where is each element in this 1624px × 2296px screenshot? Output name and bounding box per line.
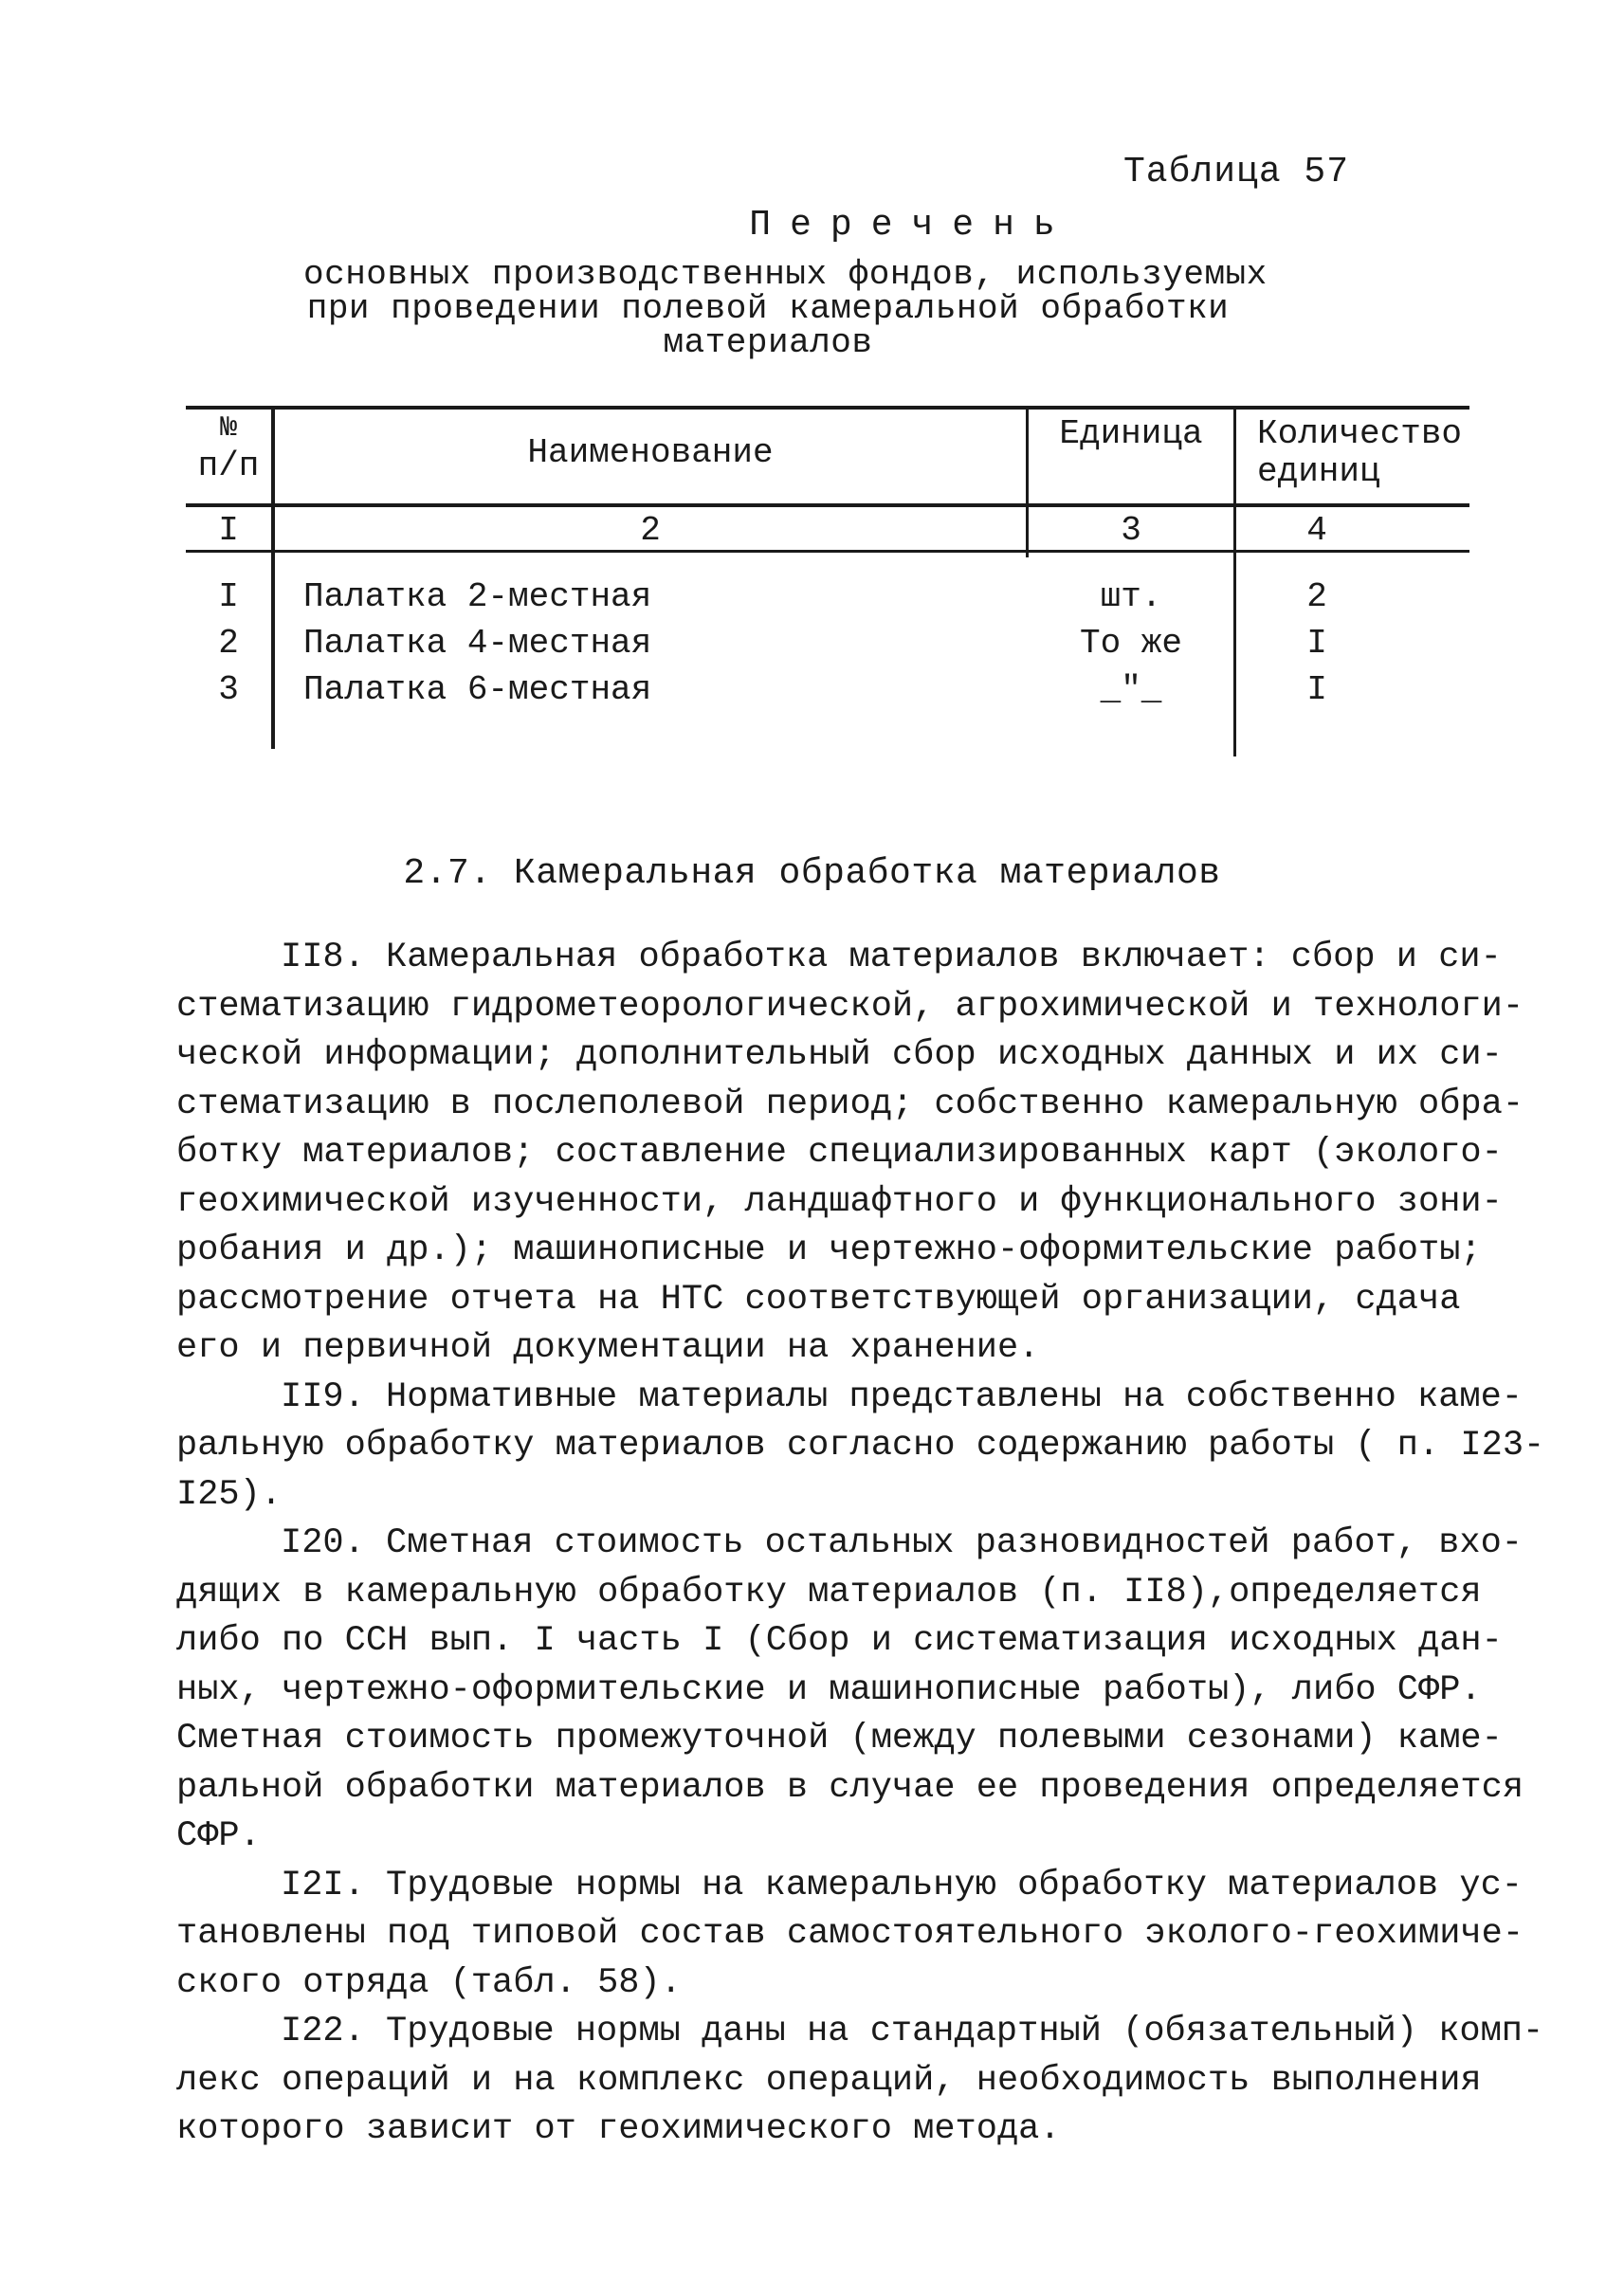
paragraph-line: Сметная стоимость промежуточной (между полевыми сезонами) каме- — [176, 1719, 1503, 1758]
paragraph-line: дящих в камеральную обработку материалов (п. II8),определяется — [176, 1572, 1482, 1613]
table-numbers-rule — [186, 550, 1469, 553]
paragraph-line: рассмотрение отчета на НТС соответствующей организации, сдача — [176, 1279, 1461, 1320]
header-quantity-line2: единиц — [1257, 452, 1380, 491]
row-name: Палатка 6-местная — [303, 670, 652, 709]
row-number: 3 — [218, 670, 239, 709]
equipment-table — [186, 406, 1469, 756]
row-unit: шт. — [1100, 577, 1162, 616]
document-subtitle — [303, 255, 1268, 362]
paragraph-line: либо по ССН вып. I часть I (Сбор и систематизация исходных дан- — [176, 1621, 1503, 1661]
subtitle-line: основных производственных фондов, используемых — [303, 255, 1268, 294]
row-name: Палатка 4-местная — [303, 624, 652, 663]
paragraph-line: I2I. Трудовые нормы на камеральную обработку материалов ус- — [281, 1865, 1524, 1905]
paragraph-line: которого зависит от геохимического метода. — [176, 2109, 1061, 2149]
section-heading: 2.7. Камеральная обработка материалов — [403, 853, 1221, 894]
row-quantity: 2 — [1306, 577, 1327, 616]
body-text — [176, 934, 1545, 2155]
header-number-label: п/п — [197, 446, 260, 485]
paragraph-line: СФР. — [176, 1816, 261, 1856]
paragraph-line: лекс операций и на комплекс операций, необходимость выполнения — [176, 2060, 1482, 2101]
paragraph-line: его и первичной документации на хранение. — [176, 1328, 1040, 1368]
paragraph-line: I22. Трудовые нормы даны на стандартный (обязательный) комп- — [281, 2012, 1544, 2051]
paragraph-line: стематизацию в послеполевой период; собственно камеральную обра- — [176, 1084, 1524, 1124]
paragraph-line: ральную обработку материалов согласно содержанию работы ( п. I23- — [176, 1426, 1545, 1466]
paragraph-line: ных, чертежно-оформительские и машинописные работы), либо СФР. — [176, 1669, 1482, 1710]
paragraph-line: ческой информации; дополнительный сбор исходных данных и их си- — [176, 1035, 1503, 1075]
subtitle-line: материалов — [663, 323, 873, 362]
paragraph-line: геохимической изученности, ландшафтного и функционального зони- — [176, 1181, 1503, 1222]
paragraph-line: I25). — [176, 1474, 283, 1515]
paragraph-line: ботку материалов; составление специализированных карт (эколого- — [176, 1133, 1503, 1173]
paragraph-line: стематизацию гидрометеорологической, агрохимической и технологи- — [176, 986, 1524, 1027]
column-number: 4 — [1306, 511, 1327, 550]
column-number: I — [218, 511, 239, 550]
table-top-rule — [186, 406, 1469, 410]
paragraph-line: II9. Нормативные материалы представлены на собственно каме- — [281, 1376, 1524, 1417]
row-unit: То же — [1079, 624, 1183, 663]
row-name: Палатка 2-местная — [303, 577, 652, 616]
row-number: I — [218, 577, 239, 616]
header-unit: Единица — [1059, 414, 1203, 453]
paragraph-line: II8. Камеральная обработка материалов включает: сбор и си- — [281, 938, 1502, 977]
row-quantity: I — [1306, 624, 1327, 663]
paragraph-line: I20. Сметная стоимость остальных разновидностей работ, вхо- — [281, 1523, 1524, 1563]
column-number: 3 — [1121, 511, 1141, 550]
paragraph-line: робания и др.); машинописные и чертежно-оформительские работы; — [176, 1230, 1482, 1270]
paragraph-line: ральной обработки материалов в случае ее проведения определяется — [176, 1767, 1524, 1808]
table-number: Таблица 57 — [1123, 152, 1350, 192]
subtitle-line: при проведении полевой камеральной обработки — [306, 289, 1230, 328]
header-name: Наименование — [527, 433, 774, 472]
paragraph-line: ского отряда (табл. 58). — [176, 1962, 682, 2003]
header-number-symbol: № — [219, 412, 237, 445]
header-quantity-line1: Количество — [1257, 414, 1463, 453]
row-unit: _"_ — [1100, 670, 1162, 709]
table-header-rule — [186, 503, 1469, 507]
paragraph-line: тановлены под типовой состав самостоятельного эколого-геохимиче- — [176, 1914, 1524, 1954]
row-number: 2 — [218, 624, 239, 663]
column-number: 2 — [640, 511, 661, 550]
row-quantity: I — [1306, 670, 1327, 709]
document-title: Перечень — [749, 205, 1074, 246]
